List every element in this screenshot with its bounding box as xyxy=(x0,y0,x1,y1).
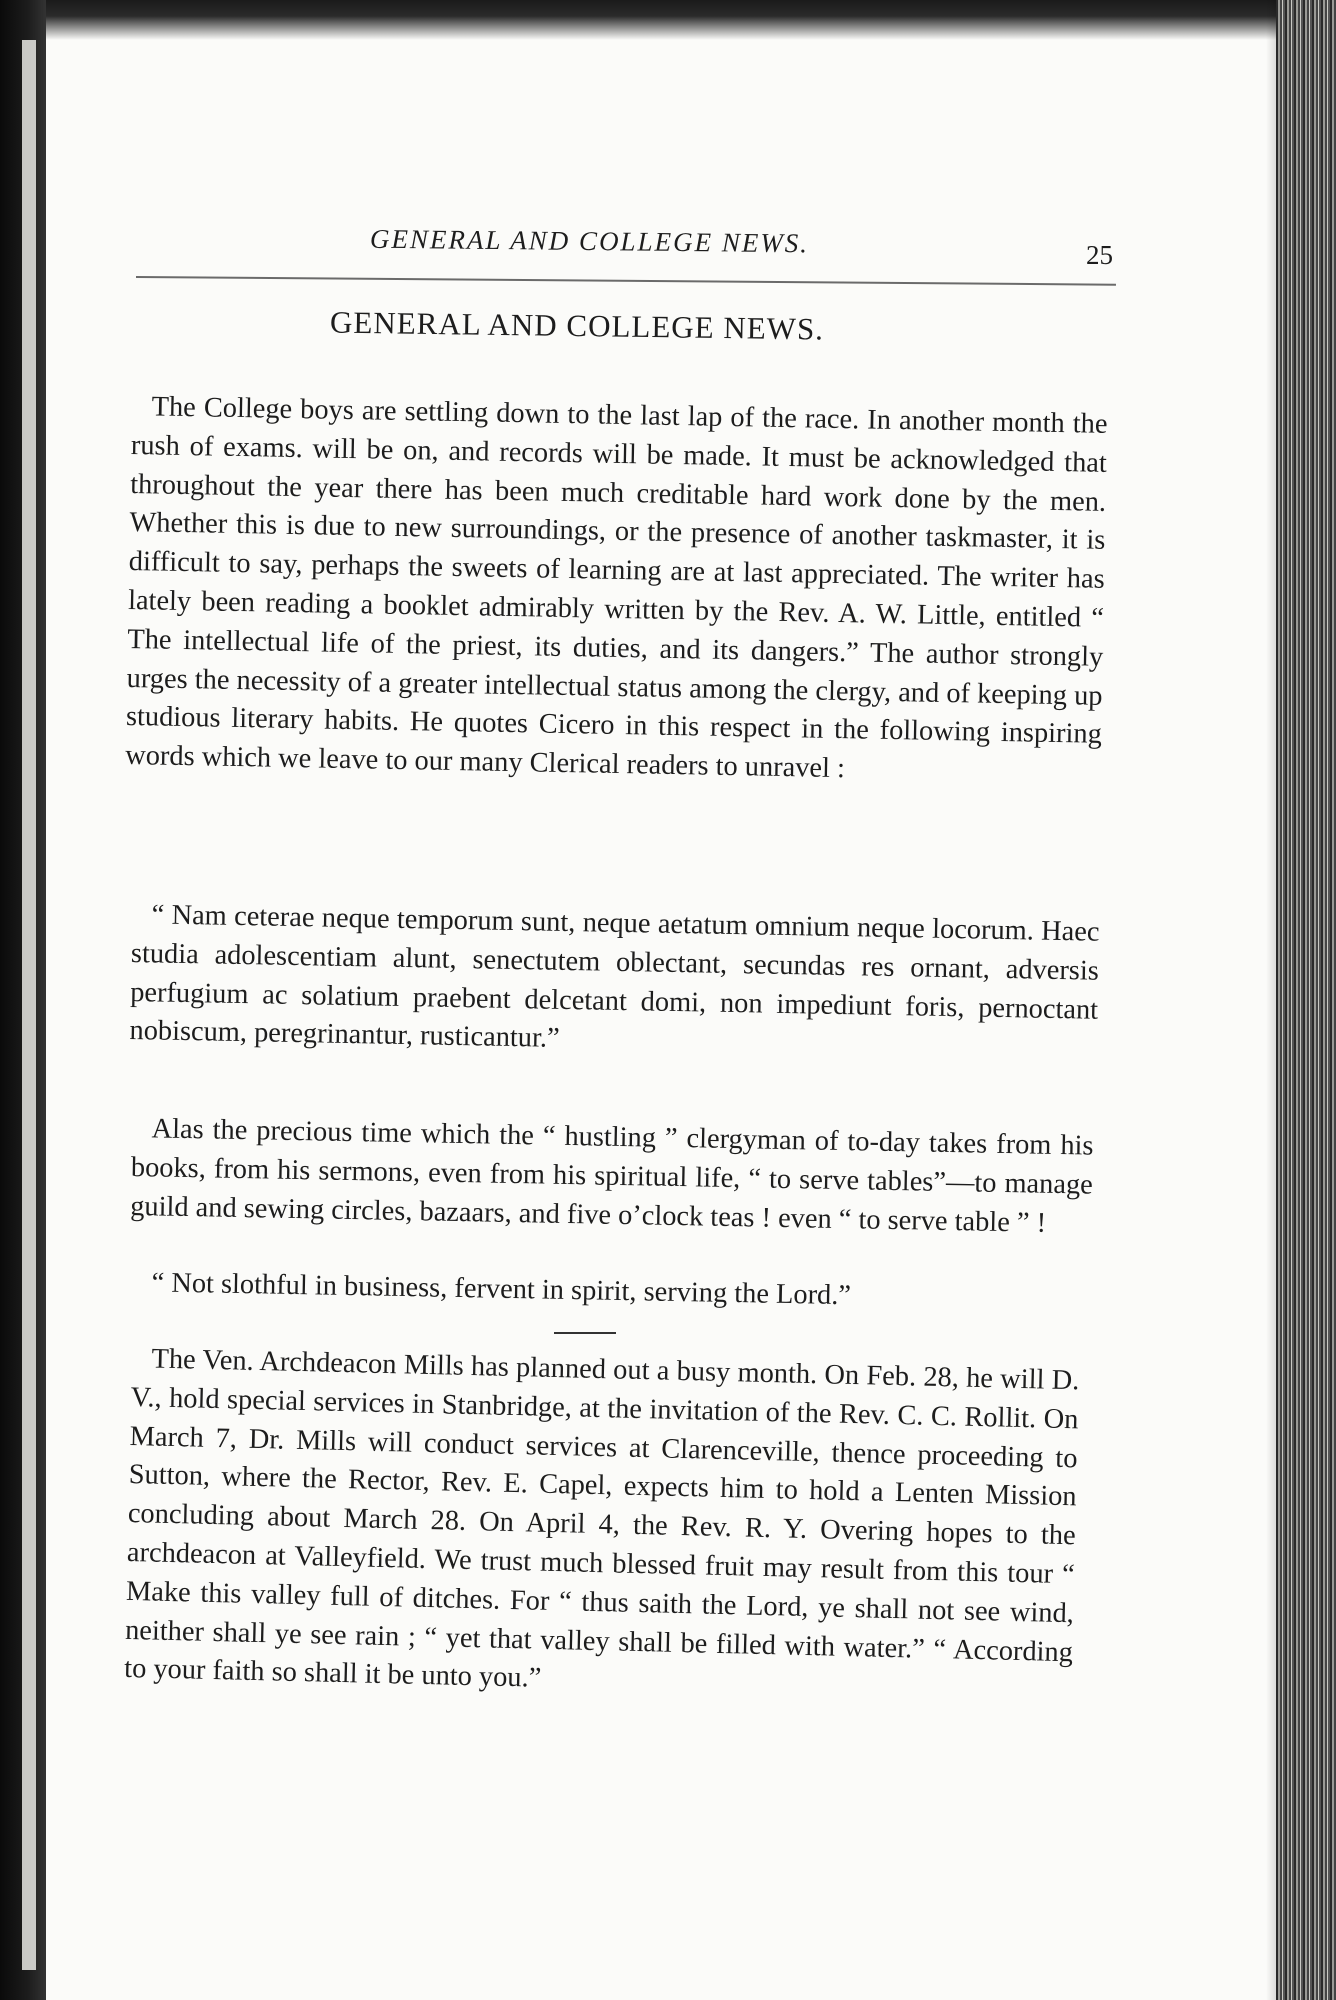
paragraph-hustling xyxy=(130,1110,1094,1244)
section-divider xyxy=(554,1332,616,1334)
quote-text: “ Nam ceterae neque temporum sunt, neque aetatum omnium neque locorum. Haec studia adolescentiam alunt, senectutem oblectant, secundas res ornant, adversis perfugium ac solatium praebent delcetant domi, non impediunt foris, pernoctant nobiscum, peregrinantur, rusticantur.” xyxy=(129,899,1100,1055)
stacked-page-edges xyxy=(1276,0,1336,2000)
previous-page-edge xyxy=(22,40,36,1970)
paragraph-archdeacon xyxy=(124,1340,1080,1711)
latin-quote xyxy=(129,896,1100,1069)
paragraph-text: The Ven. Archdeacon Mills has planned out a busy month. On Feb. 28, he will D. V., hold special services in Stanbridge, at the invitation of the Rev. C. C. Rollit. On March 7, Dr. Mills will conduct services at Clarenceville, thence proceeding to Sutton, where the Rector, Rev. E. Capel, expects him to hold a Lenten Mission concluding about March 28. On April 4, the Rev. R. Y. Overing hopes to the archdeacon at Valleyfield. We trust much blessed fruit may result from this tour “ Make this valley full of ditches. For “ thus saith the Lord, ye shall not see wind, neither shall ye see rain ; “ yet that valley shall be filled with water.” “ According to your faith so shall it be unto you.” xyxy=(123,1343,1080,1695)
running-head: GENERAL AND COLLEGE NEWS. xyxy=(369,223,810,259)
top-shadow xyxy=(46,0,1276,40)
paragraph-text: The College boys are settling down to the last lap of the race. In another month the rush of exams. will be on, and records will be made. It must be acknowledged that throughout the year there has been much creditable hard work done by the men. Whether this is due to new surroundings, or the presence of another taskmaster, it is difficult to say, perhaps the sweets of learning are at last appreciated. The writer has lately been reading a booklet admirably written by the Rev. A. W. Little, entitled “ The intellectual life of the priest, its duties, and its dangers.” The author strongly urges the necessity of a greater intellectual status among the clergy, and of keeping up studious literary habits. He quotes Cicero in this respect in the following inspiring words which we leave to our many Clerical readers to unravel : xyxy=(124,391,1108,785)
page-number: 25 xyxy=(1086,240,1113,270)
article-title: GENERAL AND COLLEGE NEWS. xyxy=(329,304,825,347)
paragraph-college xyxy=(125,388,1108,794)
paragraph-text: “ Not slothful in business, fervent in spirit, serving the Lord.” xyxy=(151,1267,852,1312)
paragraph-text: Alas the precious time which the “ hustling ” clergyman of to-day takes from his books, from his sermons, even from his spiritual life, “ to serve tables”—to manage guild and sewing circles, bazaars, and five o’clock teas ! even “ to serve table ” ! xyxy=(129,1113,1094,1239)
